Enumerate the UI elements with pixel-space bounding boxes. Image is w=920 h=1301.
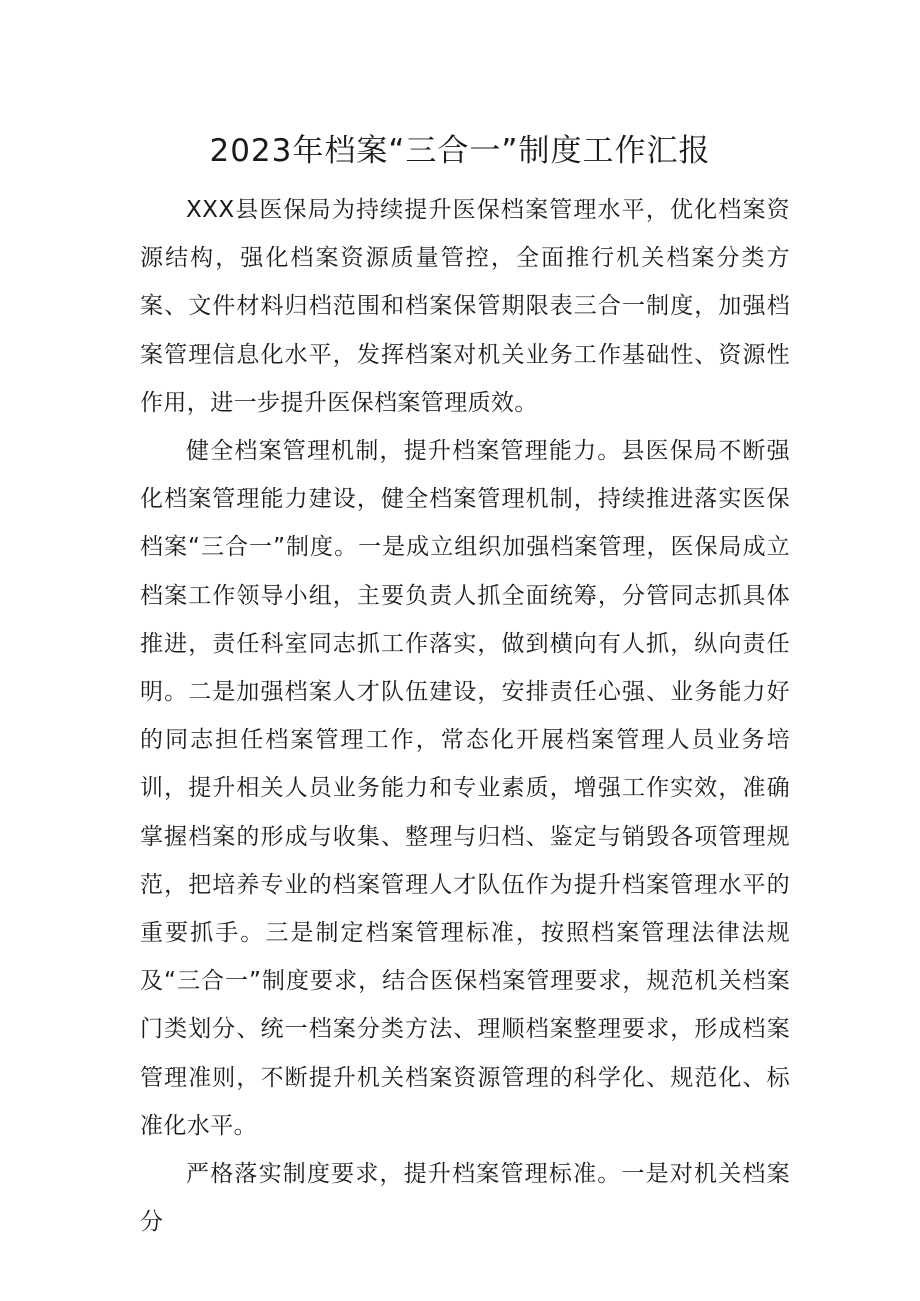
document-body: [140, 186, 790, 1246]
paragraph-mechanism: 健全档案管理机制，提升档案管理能力。县医保局不断强化档案管理能力建设，健全档案管理机制，持续推进落实医保档案“三合一”制度。一是成立组织加强档案管理，医保局成立档案工作领导小组，主要负责人抓全面统筹，分管同志抓具体推进，责任科室同志抓工作落实，做到横向有人抓，纵向责任明。二是加强档案人才队伍建设，安排责任心强、业务能力好的同志担任档案管理工作，常态化开展档案管理人员业务培训，提升相关人员业务能力和专业素质，增强工作实效，准确掌握档案的形成与收集、整理与归档、鉴定与销毁各项管理规范，把培养专业的档案管理人才队伍作为提升档案管理水平的重要抓手。三是制定档案管理标准，按照档案管理法律法规及“三合一”制度要求，结合医保档案管理要求，规范机关档案门类划分、统一档案分类方法、理顺档案整理要求，形成档案管理准则，不断提升机关档案资源管理的科学化、规范化、标准化水平。: [140, 438, 790, 1139]
paragraph-standards: 严格落实制度要求，提升档案管理标准。一是对机关档案分: [140, 1161, 790, 1236]
document-title: 2023年档案“三合一”制度工作汇报: [209, 133, 711, 169]
paragraph-intro: XXX县医保局为持续提升医保档案管理水平，优化档案资源结构，强化档案资源质量管控，全面推行机关档案分类方案、文件材料归档范围和档案保管期限表三合一制度，加强档案管理信息化水平，发挥档案对机关业务工作基础性、资源性作用，进一步提升医保档案管理质效。: [140, 197, 790, 416]
